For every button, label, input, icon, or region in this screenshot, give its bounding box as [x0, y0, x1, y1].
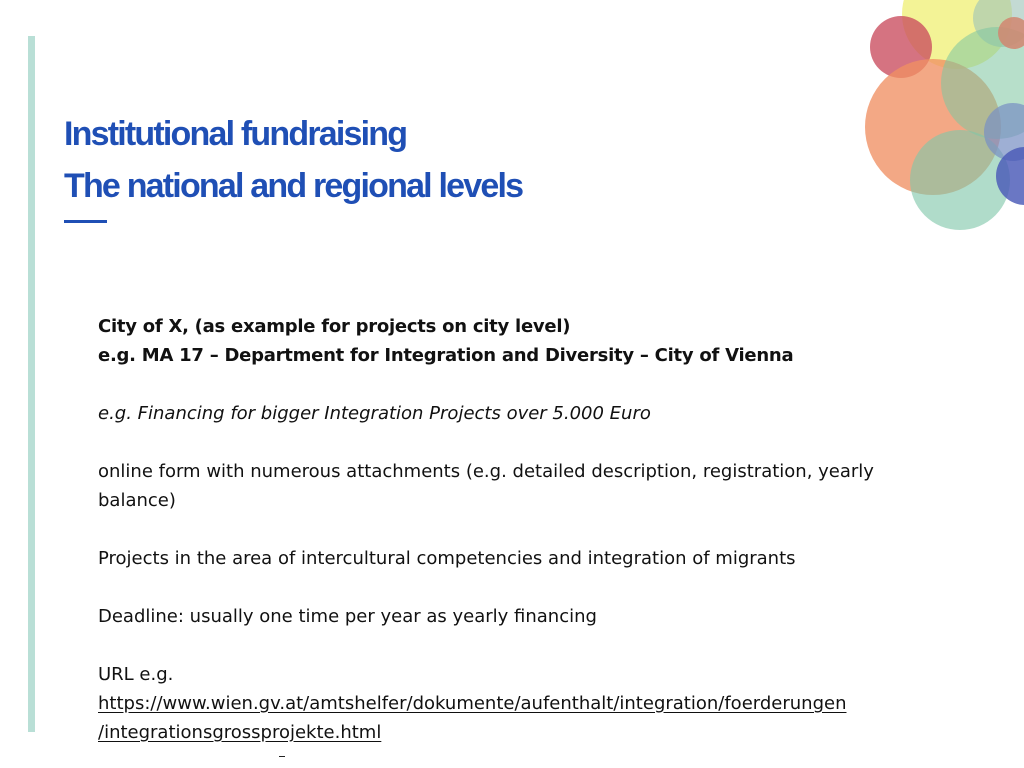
projects-area-text: Projects in the area of intercultural competencies and integration of migrants: [98, 548, 796, 569]
financing-note: e.g. Financing for bigger Integration Projects over 5.000 Euro: [98, 403, 651, 424]
integration-funding-url-link[interactable]: [98, 689, 940, 747]
left-accent-bar: [28, 36, 35, 732]
slide-title-line-2: The national and regional levels: [64, 167, 523, 205]
paragraph-gap: [98, 573, 940, 602]
title-underline: [64, 220, 107, 223]
bottom-text-fragment: [279, 756, 285, 757]
paragraph-gap: [98, 370, 940, 399]
url-label: URL e.g.: [98, 664, 174, 685]
colorful-overlapping-circles-icon: [855, 0, 1024, 240]
paragraph-gap: [98, 428, 940, 457]
paragraph-gap: [98, 515, 940, 544]
city-heading-line-1: City of X, (as example for projects on city level): [98, 316, 571, 337]
url-line-1: https://www.wien.gv.at/amtshelfer/dokumente/aufenthalt/integration/foerderungen: [98, 693, 847, 714]
slide-title: [64, 108, 522, 212]
deadline-text: Deadline: usually one time per year as yearly financing: [98, 606, 597, 627]
paragraph-gap: [98, 631, 940, 660]
city-heading-line-2: e.g. MA 17 – Department for Integration and Diversity – City of Vienna: [98, 345, 794, 366]
online-form-line-1: online form with numerous attachments (e.g. detailed description, registration, yearly: [98, 461, 874, 482]
slide-title-line-1: Institutional fundraising: [64, 115, 407, 153]
slide-body: [98, 312, 940, 747]
url-line-2: /integrationsgrossprojekte.html: [98, 722, 382, 743]
online-form-line-2: balance): [98, 490, 176, 511]
